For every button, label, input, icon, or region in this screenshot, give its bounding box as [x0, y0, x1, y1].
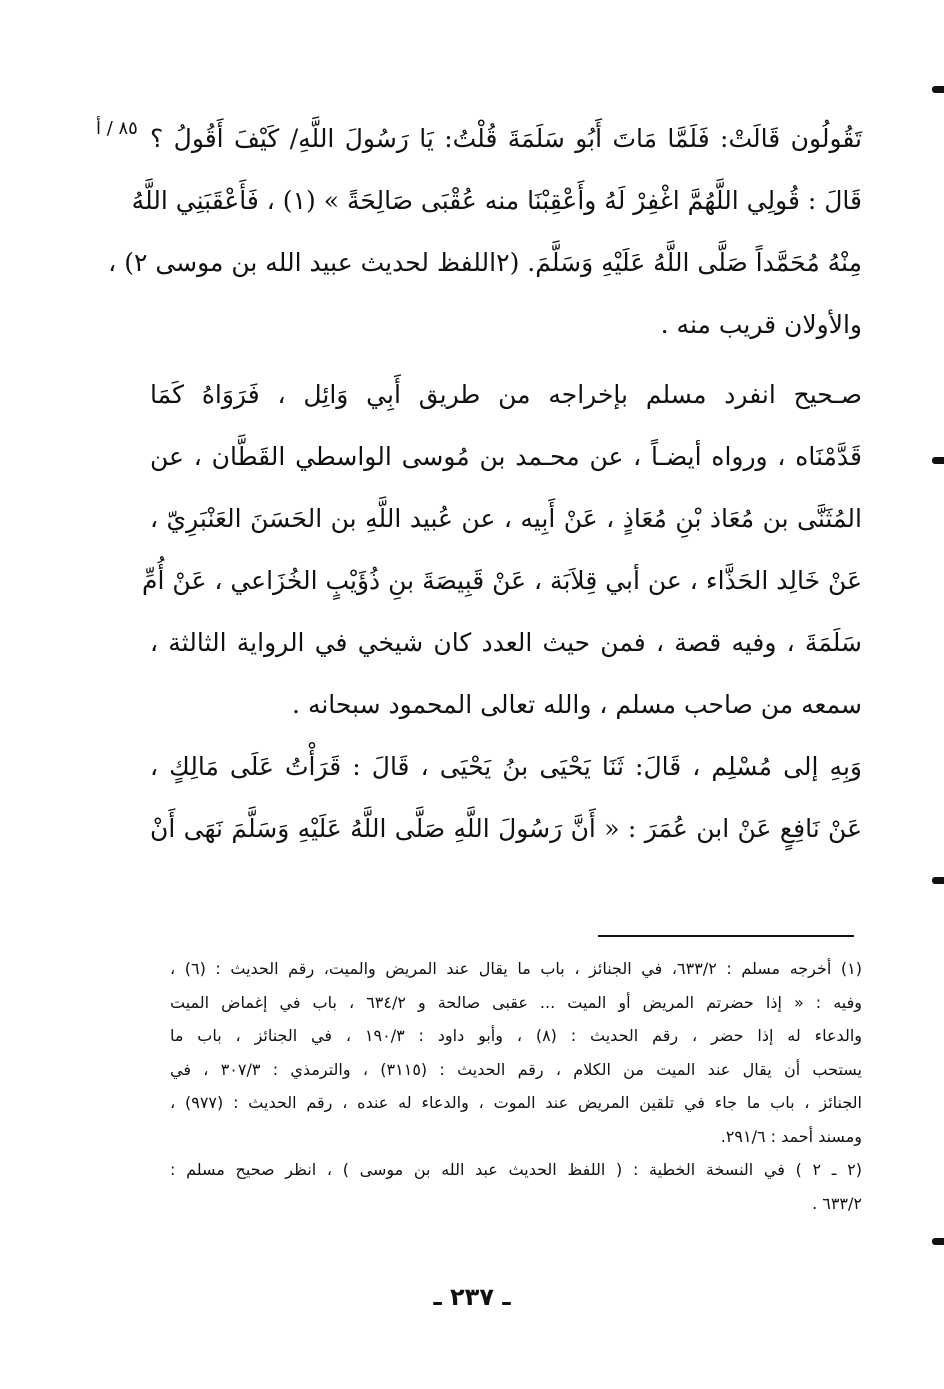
- footnote-line: الجنائز ، باب ما جاء في تلقين المريض عند الموت ، والدعاء له عنده ، رقم الحديث : (٩٧٧) ،: [170, 1093, 862, 1112]
- footnote-line: وفيه : « إذا حضرتم المريض أو الميت ... عقبى صالحة و ٦٣٤/٢ ، باب في إغماض الميت: [170, 992, 863, 1012]
- scan-edge-mark: [932, 1238, 944, 1245]
- footnote-separator: [598, 935, 854, 937]
- text-line: وَبِهِ إلى مُسْلِم ، قَالَ: ثَنَا يَحْيَى بنُ يَحْيَى ، قَالَ : قَرَأْتُ عَلَى مَالِكٍ ،: [150, 752, 862, 781]
- footnote-line: يستحب أن يقال عند الميت من الكلام ، رقم الحديث : (٣١١٥) ، والترمذي : ٣٠٧/٣ ، في: [170, 1059, 862, 1079]
- footnote-line: (١) أخرجه مسلم : ٦٣٣/٢، في الجنائز ، باب ما يقال عند المريض والميت، رقم الحديث : (٦) ،: [170, 959, 862, 978]
- text-line: عَنْ خَالِد الحَذَّاء ، عن أبي قِلاَبَة ، عَنْ قَبِيصَةَ بنِ ذُؤَيْبٍ الخُزَاعي ، عَنْ أُمِّ: [142, 566, 862, 595]
- text-line: سَلَمَةَ ، وفيه قصة ، فمن حيث العدد كان شيخي في الرواية الثالثة ،: [150, 628, 862, 657]
- scan-edge-mark: [932, 86, 944, 93]
- footnote-line: (٢ ـ ٢ ) في النسخة الخطية : ( اللفظ الحديث عبد الله بن موسى ) ، انظر صحيح مسلم :: [170, 1160, 862, 1179]
- footnote-line: والدعاء له إذا حضر ، رقم الحديث : (٨) ، وأبو داود : ١٩٠/٣ ، في الجنائز ، باب ما: [170, 1026, 863, 1045]
- scan-edge-mark: [932, 877, 944, 884]
- footnote-line: ٦٣٣/٢ .: [812, 1193, 862, 1213]
- footnote-line: ومسند أحمد : ٢٩١/٦.: [720, 1126, 862, 1146]
- manuscript-folio-note: ٨٥ / أ: [96, 118, 138, 139]
- footnotes: [170, 952, 862, 1220]
- text-line: المُثَنَّى بن مُعَاذ بْنِ مُعَاذٍ ، عَنْ أَبِيه ، عن عُبيد اللَّهِ بن الحَسَنَ العَنْبَرِيّ ،: [150, 504, 862, 533]
- text-line: قَالَ : قُولِي اللَّهُمَّ اغْفِرْ لَهُ وأَعْقِبْنَا منه عُقْبَى صَالِحَةً » (١) ، فَأَعْقَبَنِي اللَّهُ: [131, 186, 862, 215]
- text-line: مِنْهُ مُحَمَّداً صَلَّى اللَّهُ عَلَيْهِ وَسَلَّمَ. (٢اللفظ لحديث عبيد الله بن موسى ٢) ،: [108, 248, 862, 277]
- text-line: عَنْ نَافِعٍ عَنْ ابن عُمَرَ : « أَنَّ رَسُولَ اللَّهِ صَلَّى اللَّهُ عَلَيْهِ وَسَلَّمَ نَهَى أَنْ: [150, 814, 862, 843]
- text-line: تَقُولُون قَالَتْ: فَلَمَّا مَاتَ أَبُو سَلَمَةَ قُلْتُ: يَا رَسُولَ اللَّهِ/ كَيْفَ أَقُولُ ؟: [150, 124, 862, 153]
- paragraph-isnad: [150, 736, 862, 860]
- text-line: قَدَّمْنَاه ، ورواه أيضـاً ، عن محـمد بن مُوسى الواسطي القَطَّان ، عن: [150, 442, 862, 471]
- footnote-2: [170, 1153, 862, 1220]
- text-line: صـحيح انفرد مسلم بإخراجه من طريق أَبِي وَائِل ، فَرَوَاهُ كَمَا: [150, 380, 862, 409]
- text-line: والأولان قريب منه .: [660, 310, 862, 339]
- text-line: سمعه من صاحب مسلم ، والله تعالى المحمود سبحانه .: [292, 690, 862, 719]
- paragraph-commentary: [142, 364, 862, 736]
- scan-edge-mark: [932, 457, 944, 464]
- footnote-1: [170, 952, 862, 1153]
- page-number: ـ ٢٣٧ ـ: [433, 1283, 511, 1311]
